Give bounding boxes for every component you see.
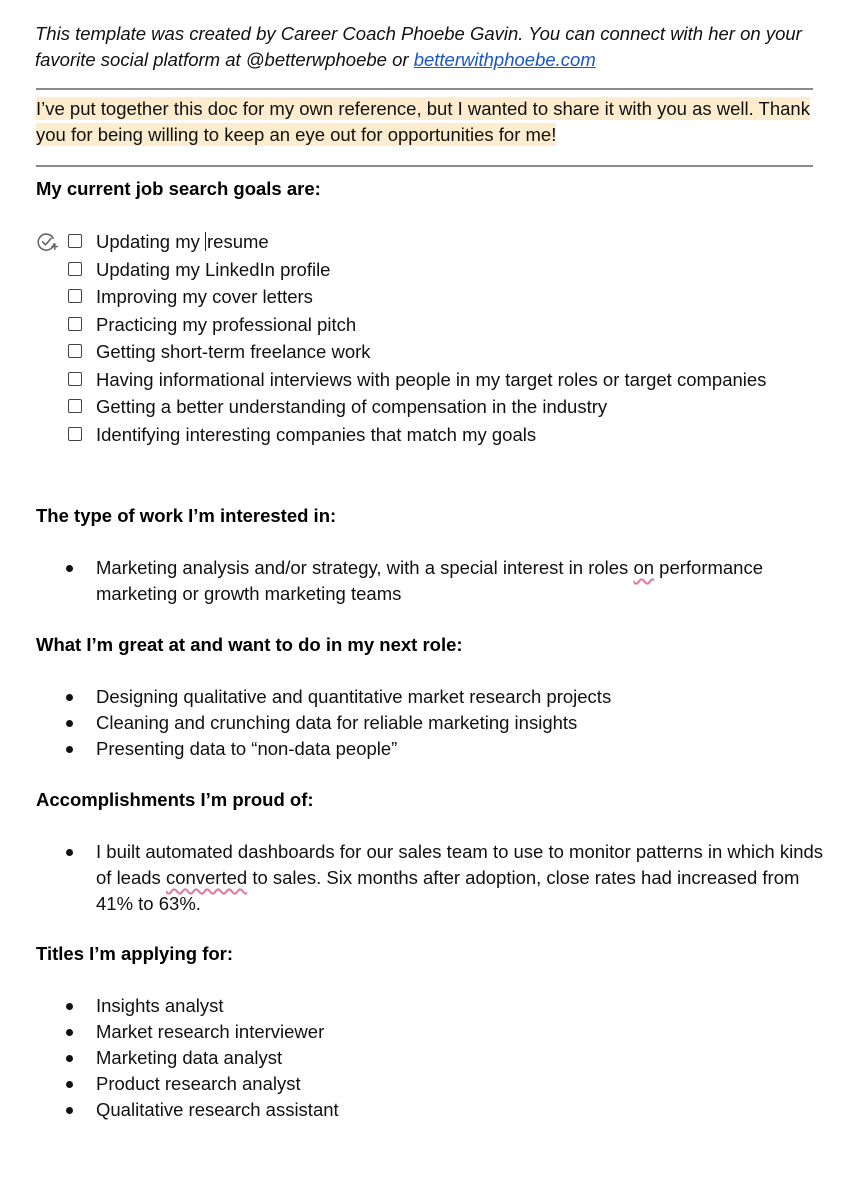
list-item xyxy=(36,1045,826,1071)
checklist-item-label: Having informational interviews with people in my target roles or target companies xyxy=(96,368,767,390)
bullet-icon xyxy=(66,694,73,701)
list-item-text: I built automated dashboards for our sales team to use to monitor patterns in which kinds of leads xyxy=(96,841,824,888)
bullet-icon xyxy=(66,1107,73,1114)
checkbox[interactable] xyxy=(68,234,82,248)
checklist-item-label: Practicing my professional pitch xyxy=(96,313,357,335)
checklist-item-label: Updating my LinkedIn profile xyxy=(96,258,331,280)
checkbox[interactable] xyxy=(68,427,82,441)
bullet-icon xyxy=(66,1055,73,1062)
checklist-item xyxy=(36,339,826,365)
checklist-item-label: Getting a better understanding of compensation in the industry xyxy=(96,396,608,417)
bullet-icon xyxy=(66,565,73,572)
list-item-text: Marketing analysis and/or strategy, with a special interest in roles xyxy=(96,557,634,578)
checklist-item xyxy=(36,394,826,420)
checklist-item-label: Identifying interesting companies that match my goals xyxy=(96,423,537,445)
list-item-text: Product research analyst xyxy=(96,1073,301,1094)
checklist-item-label: Getting short-term freelance work xyxy=(96,341,371,362)
checkbox[interactable] xyxy=(68,289,82,303)
work-type-heading: The type of work I’m interested in: xyxy=(36,505,337,526)
strengths-heading: What I’m great at and want to do in my next role: xyxy=(36,634,463,655)
list-item-text: Presenting data to “non-data people” xyxy=(96,738,398,759)
list-item xyxy=(36,993,826,1019)
list-item xyxy=(36,1019,826,1045)
checkbox[interactable] xyxy=(68,399,82,413)
goals-checklist xyxy=(36,229,826,449)
list-item-text: Marketing data analyst xyxy=(96,1047,283,1068)
list-item xyxy=(36,684,826,710)
work-type-list xyxy=(36,555,826,607)
checkbox[interactable] xyxy=(68,372,82,386)
add-checklist-icon[interactable] xyxy=(36,231,58,253)
divider-top xyxy=(36,88,813,90)
checkbox[interactable] xyxy=(68,344,82,358)
accomplishments-list xyxy=(36,839,826,917)
checkbox[interactable] xyxy=(68,317,82,331)
list-item-text: Market research interviewer xyxy=(96,1021,325,1042)
list-item-text: Qualitative research assistant xyxy=(96,1099,339,1120)
list-item xyxy=(36,736,826,762)
list-item-text: Cleaning and crunching data for reliable marketing insights xyxy=(96,712,578,733)
list-item xyxy=(36,1097,826,1123)
strengths-list xyxy=(36,684,826,762)
bullet-icon xyxy=(66,849,73,856)
list-item xyxy=(36,1071,826,1097)
checklist-item xyxy=(36,229,826,255)
website-link[interactable]: betterwithphoebe.com xyxy=(413,49,596,70)
bullet-icon xyxy=(66,746,73,753)
titles-list xyxy=(36,993,826,1123)
spellcheck-flagged-word[interactable]: converted xyxy=(165,867,248,888)
bullet-icon xyxy=(66,720,73,727)
list-item xyxy=(36,555,826,607)
intro-paragraph xyxy=(35,21,825,73)
checklist-item-label: Updating my xyxy=(96,231,205,252)
bullet-icon xyxy=(66,1003,73,1010)
list-item-text-end: performance marketing or growth marketing teams xyxy=(96,557,764,604)
checkbox[interactable] xyxy=(68,262,82,276)
checklist-item xyxy=(36,284,826,310)
checklist-item xyxy=(36,257,826,283)
spellcheck-flagged-word[interactable]: on xyxy=(633,557,655,578)
checklist-item-label-end: resume xyxy=(207,231,269,252)
list-item-text: Insights analyst xyxy=(96,995,224,1016)
divider-bottom xyxy=(36,165,813,167)
note-paragraph xyxy=(36,96,813,148)
list-item xyxy=(36,710,826,736)
text-cursor xyxy=(205,232,206,251)
list-item xyxy=(36,839,826,917)
checklist-item-label: Improving my cover letters xyxy=(96,286,313,307)
intro-text: This template was created by Career Coach Phoebe Gavin. You can connect with her on your favorite social platform at @betterwphoebe or xyxy=(35,23,802,70)
checklist-item xyxy=(36,367,826,393)
checklist-item xyxy=(36,312,826,338)
list-item-text-end: to sales. Six months after adoption, close rates had increased from 41% to 63%. xyxy=(96,867,800,914)
bullet-icon xyxy=(66,1081,73,1088)
goals-heading: My current job search goals are: xyxy=(36,178,321,199)
bullet-icon xyxy=(66,1029,73,1036)
note-text: I’ve put together this doc for my own reference, but I wanted to share it with you as well. Thank you for being willing to keep an eye out for opportunities for me! xyxy=(36,98,810,145)
titles-heading: Titles I’m applying for: xyxy=(36,943,234,964)
accomplishments-heading: Accomplishments I’m proud of: xyxy=(36,789,314,810)
checklist-item xyxy=(36,422,826,448)
list-item-text: Designing qualitative and quantitative market research projects xyxy=(96,686,612,707)
